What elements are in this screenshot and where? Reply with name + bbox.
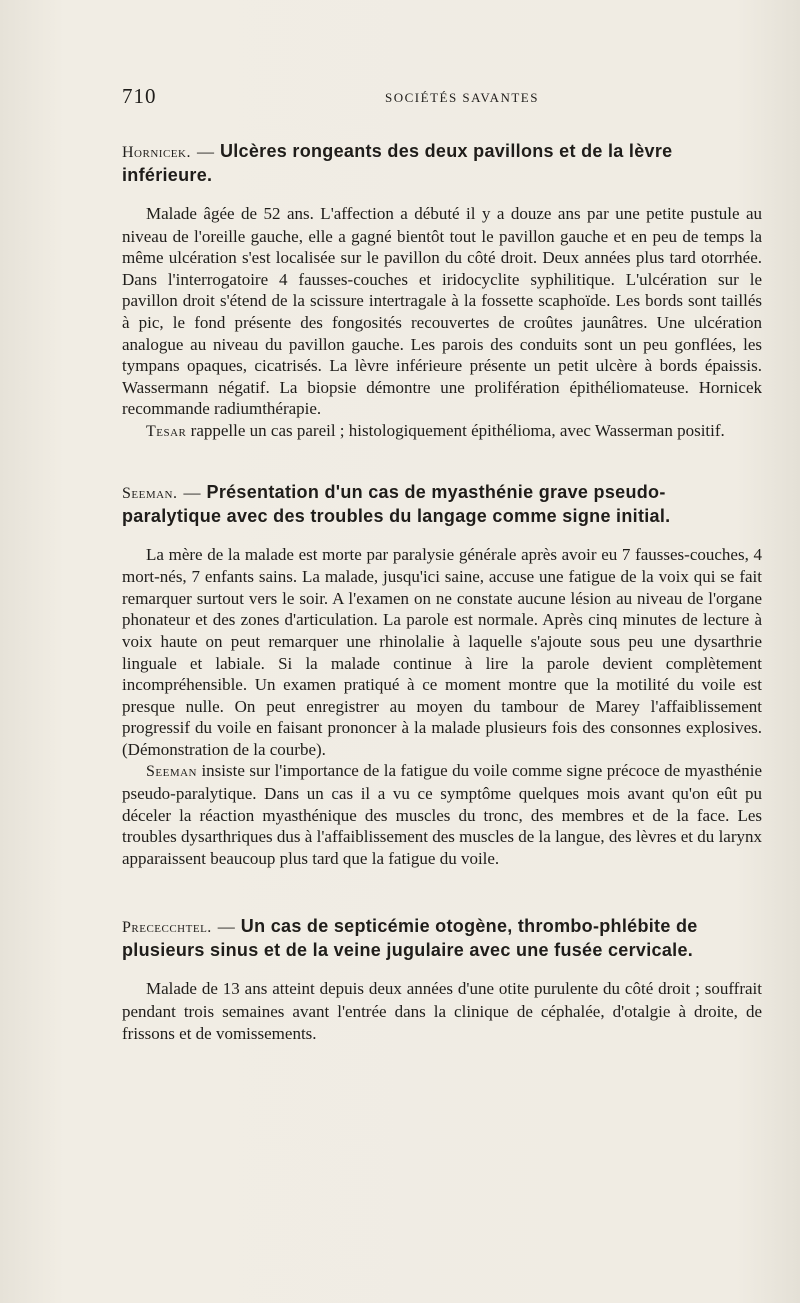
paragraph-text: La mère de la malade est morte par paralysie générale après avoir eu 7 fausses-couches, 4 mort-nés, 7 enfants sains. La malade, jusqu'ici saine, accuse une fatigue de la voix qui se fait remarquer surtout vers le soir. A l'examen on ne constate aucune lésion au niveau de l'organe phonateur et des zones d'articulation. La parole est normale. Après cinq minutes de lecture à voix haute on peut remarquer une rhinolalie à laquelle s'ajoute sous peu une dysarthrie linguale et labiale. Si la malade continue à lire la parole devient complètement incompréhensible. Un examen pratiqué à ce moment montre que la motilité du voile est presque nulle. On peut enregistrer au moyen du tambour de Marey l'affaiblissement progressif du voile en faisant prononcer à la malade plusieurs fois des consonnes explosives. (Démonstration de la courbe).	[122, 544, 762, 759]
section-heading	[122, 915, 762, 962]
section-heading	[122, 481, 762, 528]
section-spacer	[122, 869, 762, 915]
section-spacer	[122, 443, 762, 481]
section-prececchtel	[122, 915, 762, 1044]
paragraph-text: Malade âgée de 52 ans. L'affection a débuté il y a douze ans par une petite pustule au niveau de l'oreille gauche, elle a gagné bientôt tout le pavillon gauche et en peu de temps la même ulcération s'est localisée sur le pavillon du côté droit. Deux années plus tard otorrhée. Dans l'interrogatoire 4 fausses-couches et iridocyclite syphilitique. L'ulcération sur le pavillon droit s'étend de la scissure intertragale à la fossette scaphoïde. Les bords sont taillés à pic, le fond présente des fongosités recouvertes de croûtes jaunâtres. Une ulcération analogue au niveau du pavillon gauche. Les parois des conduits sont un peu gonflées, les tympans opaques, cicatrisés. La lèvre inférieure présente un petit ulcère à bords épaissis. Wassermann négatif. La biopsie démontre une prolifération épithéliomateuse. Hornicek recommande radiumthérapie.	[122, 204, 762, 419]
heading-dash: —	[183, 482, 201, 502]
page-header	[122, 84, 762, 114]
heading-dash: —	[217, 917, 235, 937]
section-title: Présentation d'un cas de myasthénie grave pseudo-paralytique avec des troubles du langage comme signe initial.	[122, 481, 671, 526]
paragraph	[122, 760, 762, 869]
paragraph-text: insiste sur l'importance de la fatigue du voile comme signe précoce de myasthénie pseudo-paralytique. Dans un cas il a vu ce symptôme quelques mois avant qu'on eût pu déceler la réaction myasthénique des muscles du tronc, des membres et de la face. Les troubles dysarthriques dus à l'affaiblissement des muscles de la langue, des lèvres et du larynx apparaissent beaucoup plus tard que la fatigue du voile.	[122, 761, 762, 868]
running-head: SOCIÉTÉS SAVANTES	[385, 90, 539, 105]
paragraph-text: rappelle un cas pareil ; histologiquement épithélioma, avec Wasserman positif.	[186, 420, 725, 440]
section-author: Hornicek.	[122, 144, 191, 161]
paragraph	[122, 203, 762, 420]
paragraph	[122, 544, 762, 761]
section-hornicek	[122, 140, 762, 443]
paragraph-text: Malade de 13 ans atteint depuis deux années d'une otite purulente du côté droit ; souffrait pendant trois semaines avant l'entrée dans la clinique de céphalée, d'otalgie à droite, de frissons et de vomissements.	[122, 979, 762, 1043]
page-content	[122, 140, 762, 1044]
page-number: 710	[122, 84, 157, 108]
paragraph	[122, 420, 762, 443]
paragraph-lead: Seeman	[146, 763, 198, 781]
section-author: Seeman.	[122, 484, 178, 502]
heading-dash: —	[196, 142, 214, 161]
section-title: Un cas de septicémie otogène, thrombo-phlébite de plusieurs sinus et de la veine jugulaire avec une fusée cervicale.	[122, 916, 698, 961]
section-title: Ulcères rongeants des deux pavillons et de la lèvre inférieure.	[122, 141, 673, 185]
section-seeman	[122, 481, 762, 870]
paragraph	[122, 978, 762, 1044]
section-heading	[122, 140, 762, 187]
paragraph-lead: Tesar	[146, 422, 187, 440]
section-author: Prececchtel.	[122, 919, 212, 937]
